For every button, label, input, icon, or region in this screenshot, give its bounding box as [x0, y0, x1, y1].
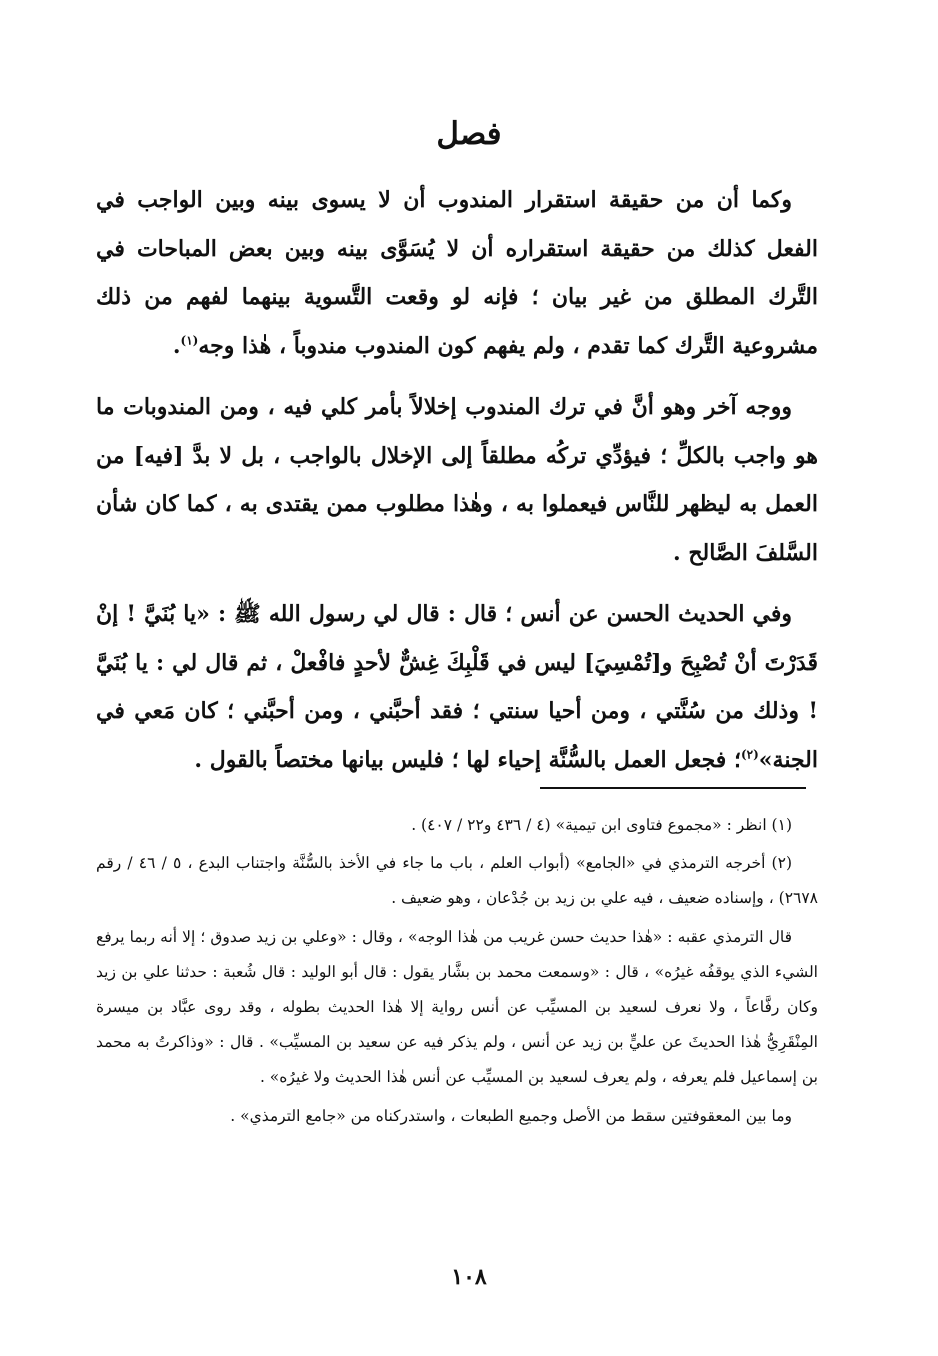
footnote-separator — [540, 787, 806, 789]
footnotes — [96, 808, 818, 1137]
footnote-marker: (١) — [180, 333, 199, 348]
footnote: (٢) أخرجه الترمذي في «الجامع» (أبواب العلم ، باب ما جاء في الأخذ بالسُّنَّة واجتناب البدع ، ٥ / ٤٦ / رقم ٢٦٧٨) ، وإسناده ضعيف ، فيه علي بن زيد بن جُدْعان ، وهو ضعيف . — [96, 854, 818, 908]
paragraph: ووجه آخر وهو أنَّ في ترك المندوب إخلالاً بأمر كلي فيه ، ومن المندوبات ما هو واجب بالكلِّ ؛ فيؤدِّي تركُه مطلقاً إلى الإخلال بالواجب ، بل لا بدَّ [فيه] من العمل به ليظهر للنَّاس فيعملوا به ، وهٰذا مطلوب ممن يقتدى به ، كما كان شأن السَّلفَ الصَّالح . — [96, 394, 818, 566]
paragraph-text: وكما أن من حقيقة استقرار المندوب أن لا يسوى بينه وبين الواجب في الفعل كذلك من حقيقة استقراره أن لا يُسَوَّى بينه وبين بعض المباحات في التَّرك المطلق من غير بيان ؛ فإنه لو وقعت التَّسوية بينهما لفهم من ذلك مشروعية التَّرك كما تقدم ، ولم يفهم كون المندوب مندوباً ، هٰذا وجه — [96, 187, 818, 359]
paragraph — [96, 590, 818, 784]
section-heading: فصل — [436, 116, 502, 152]
footnote: وما بين المعقوفتين سقط من الأصل وجميع الطبعات ، واستدركناه من «جامع الترمذي» . — [230, 1106, 792, 1125]
footnote-marker: (٢) — [740, 747, 759, 762]
paragraph-text: ؛ فجعل العمل بالسُّنَّة إحياء لها ؛ فليس بيانها مختصاً بالقول . — [194, 746, 741, 773]
paragraph: وكما أن من حقيقة استقرار المندوب أن لا يسوى بينه وبين الواجب في الفعل كذلك من حقيقة استقراره أن لا يُسَوَّى بينه وبين بعض المباحات في التَّرك المطلق من غير بيان ؛ فإنه لو وقعت التَّسوية بينهما لفهم من ذلك مشروعية التَّرك كما تقدم ، ولم يفهم كون المندوب مندوباً ، هٰذا وجه$^{(١)}$. — [96, 187, 818, 359]
footnote: (١) انظر : «مجموع فتاوى ابن تيمية» (٤ / ٤٣٦ و٢٢ / ٤٠٧) . — [411, 816, 792, 834]
paragraph-text: وفي الحديث الحسن عن أنس ؛ قال : قال لي رسول الله ﷺ : «يا بُنَيَّ ! إنْ قَدَرْتَ أنْ تُصْبِحَ و[تُمْسِيَ] ليس في قَلْبِكَ غِشٌّ لأحدٍ فافْعلْ ، ثم قال لي : يا بُنَيَّ ! وذلك من سُنَّتي ، ومن أحيا سنتي ؛ فقد أحبَّني ، ومن أحبَّني ؛ كان مَعي في الجنة» — [96, 601, 818, 773]
footnote: قال الترمذي عقبه : «هٰذا حديث حسن غريب من هٰذا الوجه» ، وقال : «وعلي بن زيد صدوق ؛ إلا أنه ربما يرفع الشيء الذي يوقفُه غيرُه» ، قال : «وسمعت محمد بن بشَّار يقول : قال أبو الوليد : قال شُعبة : حدثنا علي بن زيد وكان رفَّاعاً ، ولا نعرف لسعيد بن المسيِّب عن أنس رواية إلا هٰذا الحديث بطوله ، وقد روى عبَّاد بن ميسرة المِنْقَرِيُّ هٰذا الحديثَ عن عليٍّ بن زيد عن أنس ، ولم يذكر فيه عن سعيد بن المسيِّب» . قال : «وذاكرتُ به محمد بن إسماعيل فلم يعرفه ، ولم يعرف لسعيد بن المسيِّب عن أنس هٰذا الحديث ولا غيرُه» . — [96, 927, 818, 1087]
main-text — [96, 176, 818, 797]
page-number: ١٠٨ — [451, 1264, 487, 1290]
